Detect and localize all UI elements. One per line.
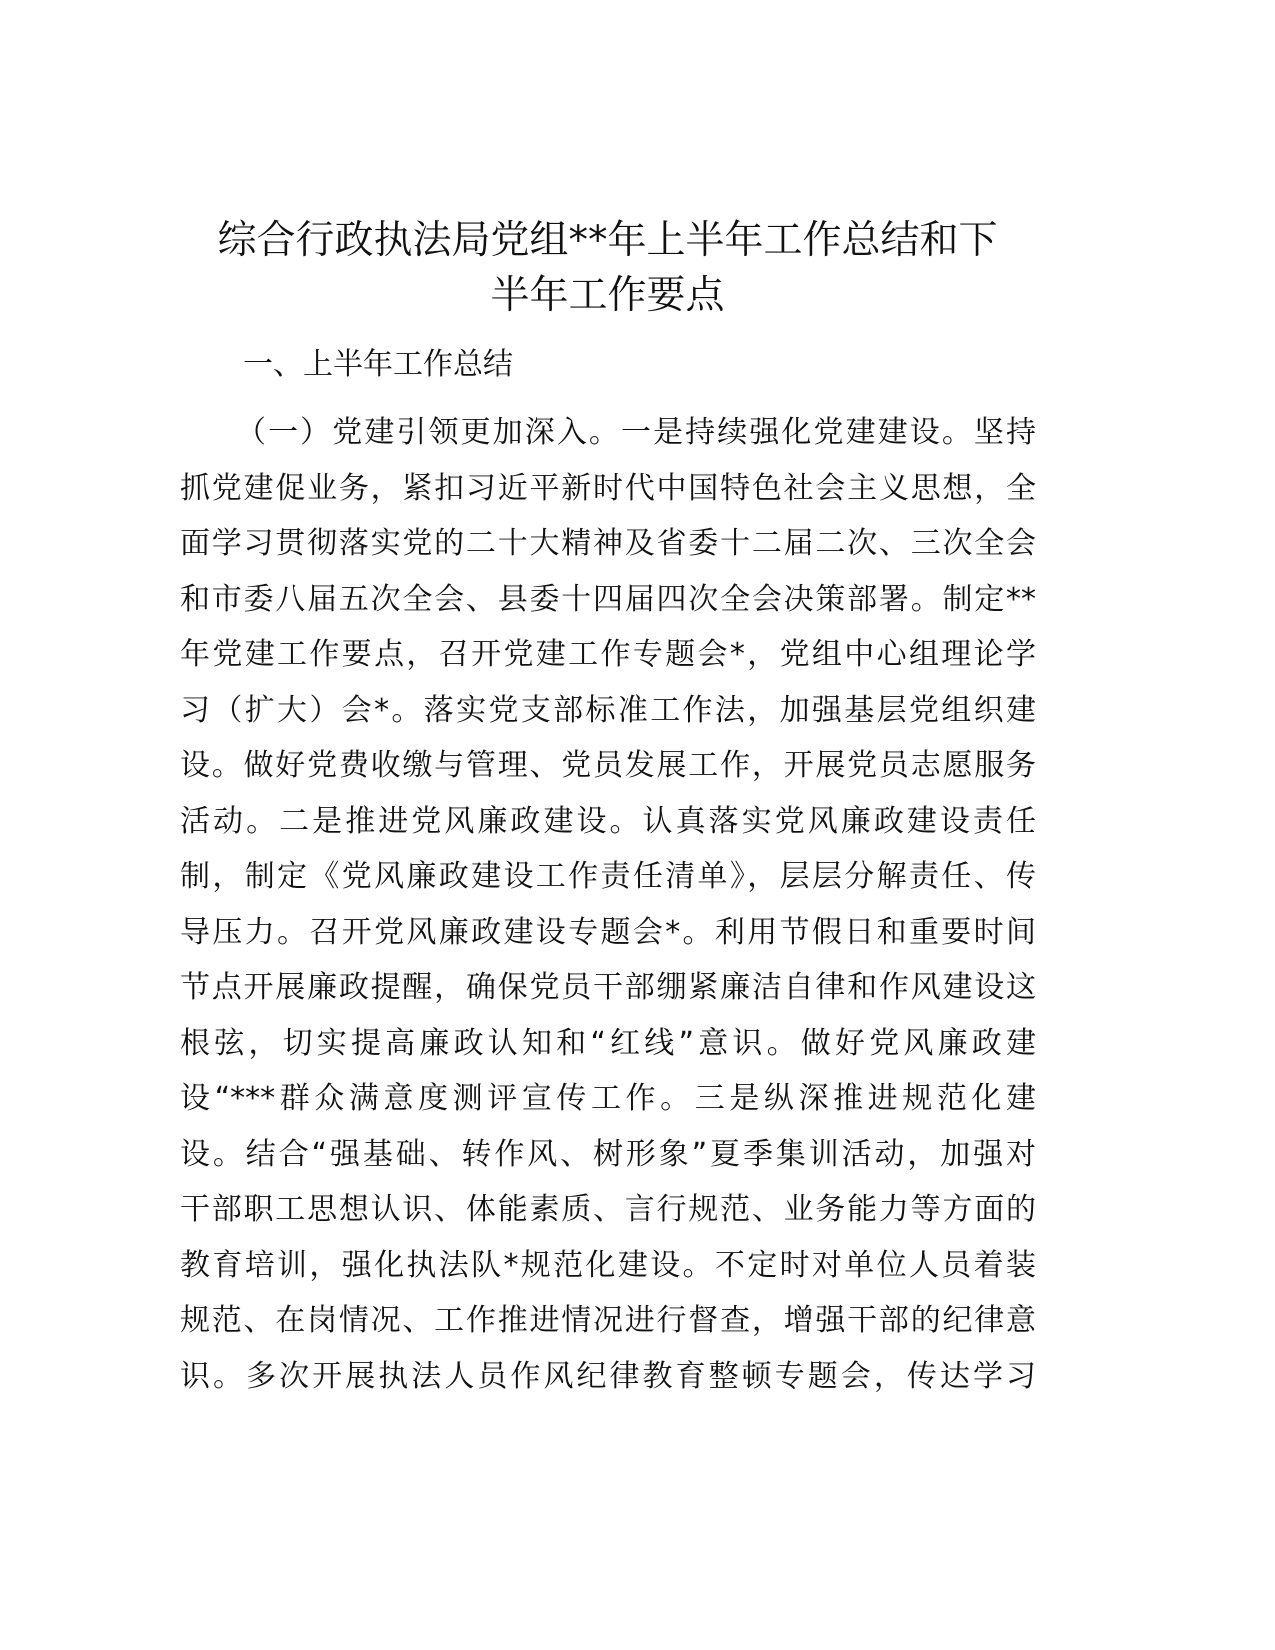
paragraph-line: 干部职工思想认识、体能素质、言行规范、业务能力等方面的 <box>180 1192 1036 1227</box>
paragraph-line: 制，制定《党风廉政建设工作责任清单》，层层分解责任、传 <box>180 859 1036 894</box>
section-heading: 一、上半年工作总结 <box>243 347 513 382</box>
paragraph-line: 导压力。召开党风廉政建设专题会*。利用节假日和重要时间 <box>180 914 1036 950</box>
paragraph-line: 习（扩大）会*。落实党支部标准工作法，加强基层党组织建 <box>180 692 1036 728</box>
paragraph-line: 面学习贯彻落实党的二十大精神及省委十二届二次、三次全会 <box>180 526 1036 561</box>
paragraph-line: 抓党建促业务，紧扣习近平新时代中国特色社会主义思想，全 <box>180 470 1036 506</box>
paragraph-line: 节点开展廉政提醒，确保党员干部绷紧廉洁自律和作风建设这 <box>180 970 1036 1005</box>
document-title-line-1: 综合行政执法局党组**年上半年工作总结和下 <box>217 218 998 263</box>
paragraph <box>180 412 1036 1411</box>
paragraph-line: 规范、在岗情况、工作推进情况进行督查，增强干部的纪律意 <box>180 1303 1036 1338</box>
paragraph-line: 和市委八届五次全会、县委十四届四次全会决策部署。制定** <box>180 581 1036 617</box>
document-title-line-2: 半年工作要点 <box>490 273 725 318</box>
paragraph-line: 设。做好党费收缴与管理、党员发展工作，开展党员志愿服务 <box>180 748 1036 783</box>
paragraph-line: 教育培训，强化执法队*规范化建设。不定时对单位人员着装 <box>180 1247 1036 1283</box>
paragraph-line: 设。结合“强基础、转作风、树形象”夏季集训活动，加强对 <box>180 1136 1036 1172</box>
paragraph-line: 年党建工作要点，召开党建工作专题会*，党组中心组理论学 <box>180 637 1036 672</box>
paragraph-line: （一）党建引领更加深入。一是持续强化党建建设。坚持 <box>236 415 1036 450</box>
paragraph-line: 识。多次开展执法人员作风纪律教育整顿专题会，传达学习 <box>180 1358 1036 1394</box>
paragraph-line: 设“***群众满意度测评宣传工作。三是纵深推进规范化建 <box>180 1081 1036 1116</box>
paragraph-line: 活动。二是推进党风廉政建设。认真落实党风廉政建设责任 <box>180 803 1036 839</box>
paragraph-line: 根弦，切实提高廉政认知和“红线”意识。做好党风廉政建 <box>180 1025 1036 1061</box>
